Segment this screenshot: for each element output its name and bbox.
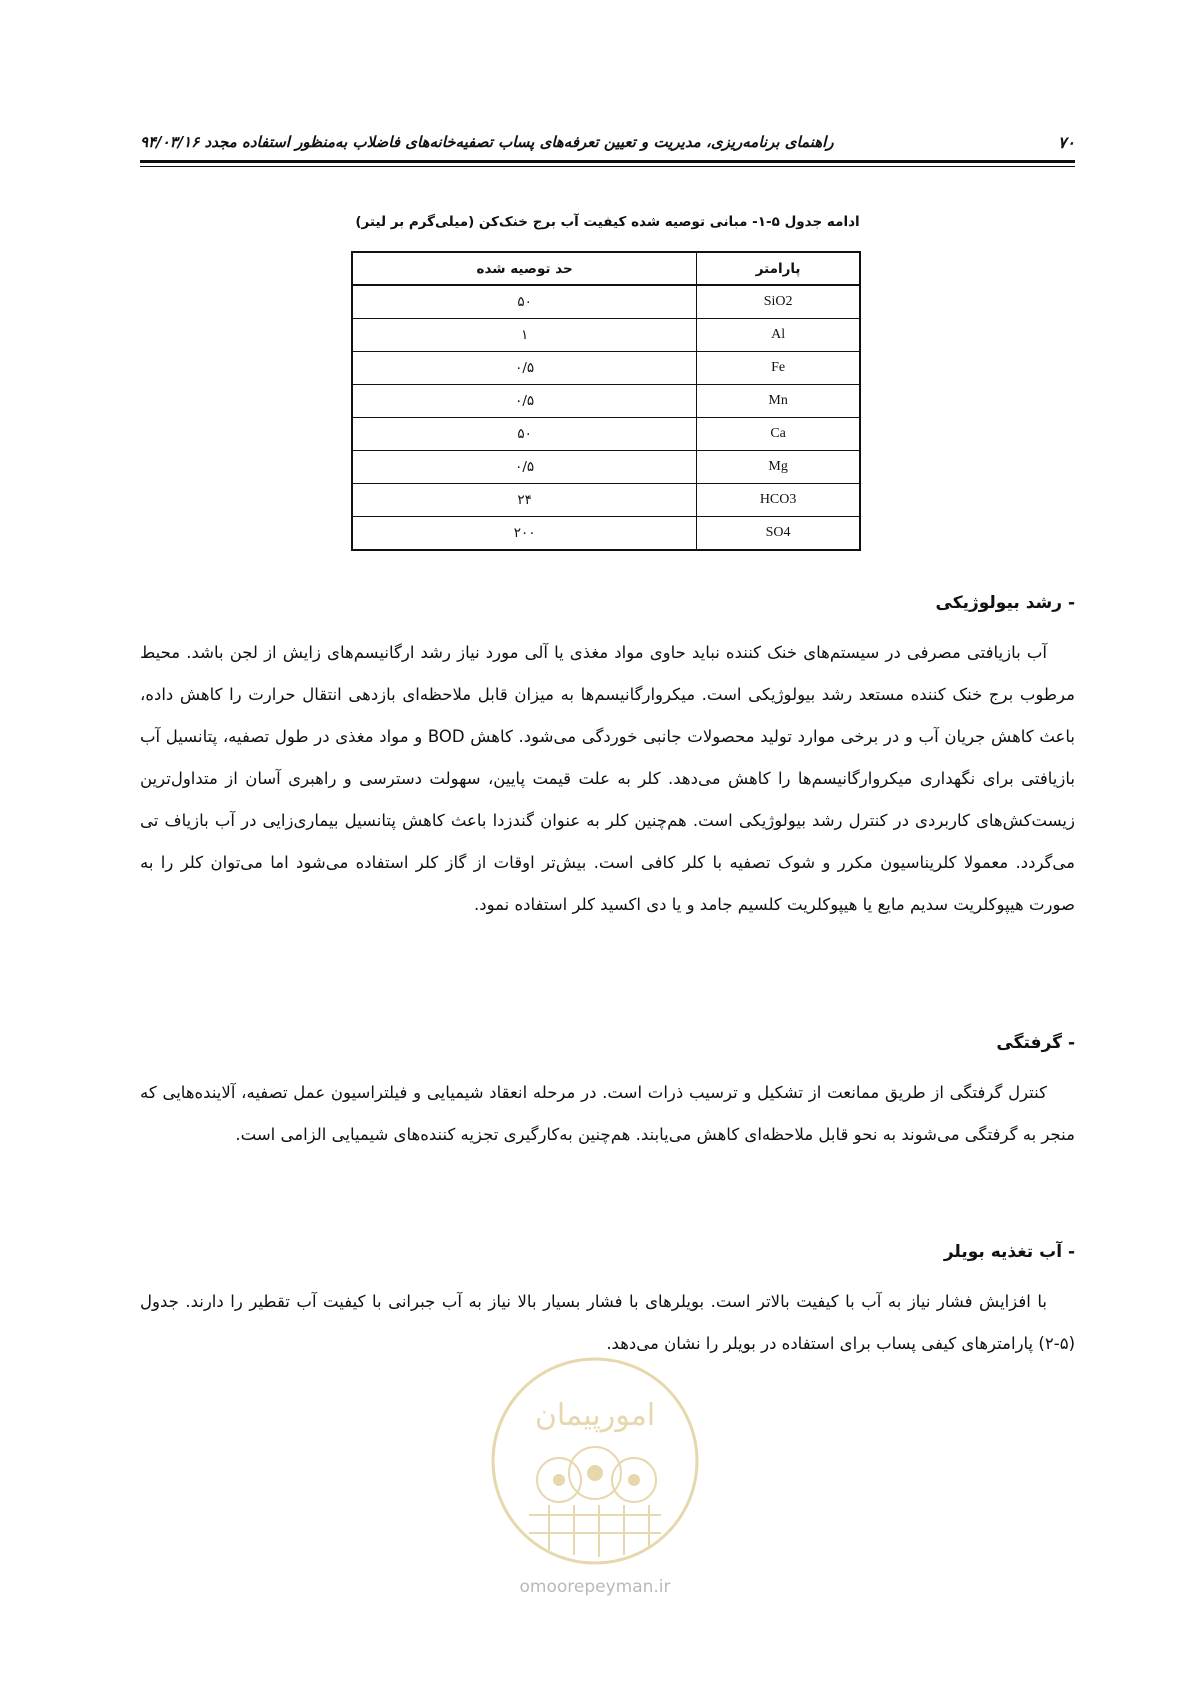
paragraph-biological-growth: [140, 632, 1075, 926]
section-heading-biological-growth: - رشد بیولوژیکی: [935, 593, 1075, 613]
value-cell: ۲۴: [352, 484, 697, 517]
parameter-cell: HCO3: [697, 484, 860, 517]
value-cell: ۵۰: [352, 418, 697, 451]
parameter-cell: Al: [697, 319, 860, 352]
table-row: [352, 385, 860, 418]
running-title: راهنمای برنامه‌ریزی، مدیریت و تعیین تعرفه‌های پساب تصفیه‌خانه‌های فاضلاب به‌منظور استفاده مجدد ۹۴/۰۳/۱۶: [140, 133, 834, 151]
parameter-cell: Mg: [697, 451, 860, 484]
table-row: [352, 352, 860, 385]
parameter-cell: Fe: [697, 352, 860, 385]
table-row: [352, 319, 860, 352]
value-cell: ۰/۵: [352, 385, 697, 418]
table-row: [352, 484, 860, 517]
value-cell: ۲۰۰: [352, 517, 697, 551]
paragraph-boiler-feed-water: [140, 1281, 1075, 1365]
parameter-cell: SiO2: [697, 285, 860, 319]
header-rule-thin: [140, 166, 1075, 167]
table-caption: ادامه جدول ۵-۱- مبانی توصیه شده کیفیت آب برج خنک‌کن (میلی‌گرم بر لیتر): [355, 214, 860, 230]
page-number: ۷۰: [1057, 132, 1075, 152]
value-cell: ۰/۵: [352, 451, 697, 484]
section-heading-fouling: - گرفتگی: [996, 1033, 1075, 1053]
table-row: [352, 451, 860, 484]
table-row: [352, 517, 860, 551]
table-header-row: [352, 252, 860, 285]
parameter-cell: Ca: [697, 418, 860, 451]
logo-text: امورپیمان: [534, 1398, 656, 1433]
parameter-cell: SO4: [697, 517, 860, 551]
value-cell: ۰/۵: [352, 352, 697, 385]
paragraph-fouling: [140, 1072, 1075, 1156]
parameter-cell: Mn: [697, 385, 860, 418]
section-heading-boiler-feed-water: - آب تغذیه بویلر: [943, 1242, 1075, 1262]
column-header-limit: حد توصیه شده: [352, 252, 697, 285]
paragraph-text: کنترل گرفتگی از طریق ممانعت از تشکیل و ترسیب ذرات است. در مرحله انعقاد شیمیایی و فیلتراسیون عمل تصفیه، آلاینده‌هایی که منجر به گرفتگی می‌شوند به نحو قابل ملاحظه‌ای کاهش می‌یابند. هم‌چنین به‌کارگیری تجزیه کننده‌های شیمیایی الزامی است.: [140, 1083, 1075, 1144]
page-header: [140, 122, 1075, 162]
table-row: [352, 285, 860, 319]
column-header-parameter: پارامتر: [697, 252, 860, 285]
table-row: [352, 418, 860, 451]
value-cell: ۵۰: [352, 285, 697, 319]
watermark-url: omoorepeyman.ir: [519, 1577, 671, 1597]
water-quality-table: [351, 251, 861, 551]
header-rule-thick: [140, 160, 1075, 163]
watermark-logo: [489, 1355, 701, 1567]
value-cell: ۱: [352, 319, 697, 352]
paragraph-text: با افزایش فشار نیاز به آب با کیفیت بالاتر است. بویلرهای با فشار بسیار بالا نیاز به آب جبرانی با کیفیت آب تقطیر را دارند. جدول (۵-۲) پارامترهای کیفی پساب برای استفاده در بویلر را نشان می‌دهد.: [140, 1292, 1075, 1353]
paragraph-text: آب بازیافتی مصرفی در سیستم‌های خنک کننده نباید حاوی مواد مغذی یا آلی مورد نیاز رشد ارگانیسم‌های زایش از لجن باشد. محیط مرطوب برج خنک کننده مستعد رشد بیولوژیکی است. میکروارگانیسم‌ها به میزان قابل ملاحظه‌ای بازدهی انتقال حرارت را کاهش داده، باعث کاهش جریان آب و در برخی موارد تولید محصولات جانبی خوردگی می‌شود. کاهش BOD و مواد مغذی در طول تصفیه، پتانسیل آب بازیافتی برای نگهداری میکروارگانیسم‌ها را کاهش می‌دهد. کلر به علت قیمت پایین، سهولت دسترسی و راهبری آسان از متداول‌ترین زیست‌کش‌های کاربردی در کنترل رشد بیولوژیکی است. هم‌چنین کلر به عنوان گندزدا باعث کاهش پتانسیل بیماری‌زایی در آب بازیاف تی می‌گردد. معمولا کلریناسیون مکرر و شوک تصفیه با کلر کافی است. بیش‌تر اوقات از گاز کلر استفاده می‌شود اما می‌توان کلر را به صورت هیپوکلریت سدیم مایع یا هیپوکلریت کلسیم جامد و یا دی اکسید کلر استفاده نمود.: [140, 643, 1075, 914]
